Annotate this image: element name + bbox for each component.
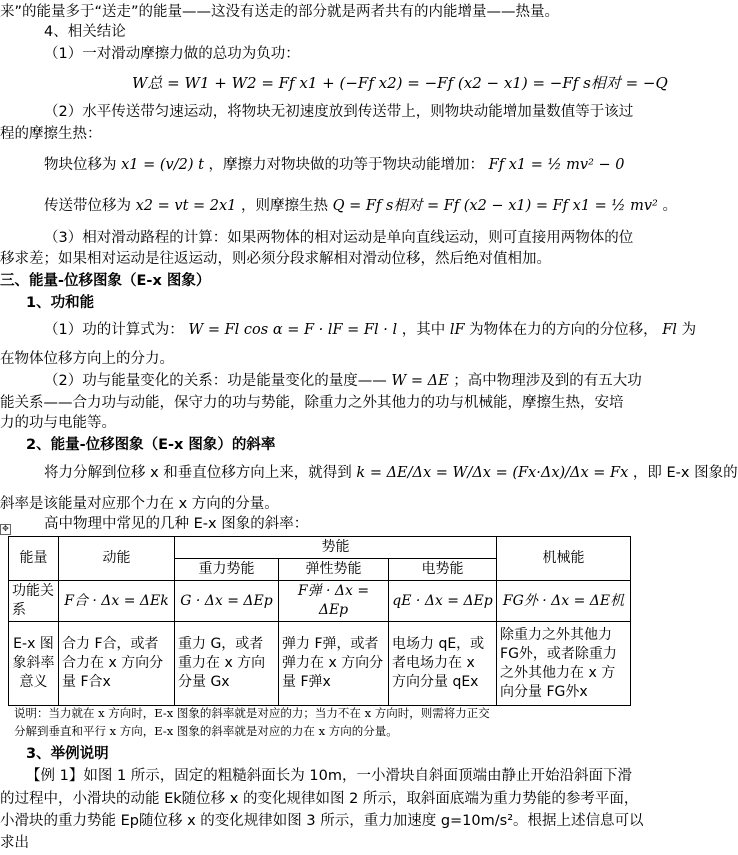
para-line: 斜率是该能量对应那个力在 x 方向的分量。 (0, 496, 279, 512)
para-line: 在物体位移方向上的分力。 (0, 351, 174, 367)
table-header-kinetic: 动能 (59, 537, 175, 581)
table-cell: FG外 · Δx = ΔE机 (497, 581, 631, 622)
symbol: lF (449, 322, 465, 338)
equation-inline: W = ΔE (391, 373, 449, 389)
table-header-gravity: 重力势能 (175, 559, 279, 581)
table-row-label: E-x 图象斜率意义 (9, 622, 59, 706)
example-line: 【例 1】如图 1 所示，固定的粗糙斜面长为 10m，一小滑块自斜面顶端由静止开始沿斜面下滑 (26, 768, 632, 784)
equation-inline: W = Fl cos α = F · lF = Fl · l (188, 322, 398, 338)
para-line: （1）一对滑动摩擦力做的总功为负功： (44, 46, 300, 62)
table-row (9, 537, 631, 559)
para-line: （2）水平传送带匀速运动，将物块无初速度放到传送带上，则物块动能增加量数值等于该过 (44, 104, 634, 120)
table-row (9, 622, 631, 706)
table-header-energy: 能量 (9, 537, 59, 581)
para-line: 来”的能量多于“送走”的能量——这没有送走的部分就是两者共有的内能增量——热量。 (0, 4, 560, 20)
text-span: 为 (681, 322, 697, 338)
example-line: 求出 (0, 835, 29, 851)
section-heading: 4、相关结论 (44, 24, 126, 40)
table-header-elastic: 弹性势能 (279, 559, 389, 581)
text-span: ，则摩擦生热 (241, 198, 329, 214)
table-cell: 弹力 F弹，或者弹力在 x 方向分量 F弹x (279, 622, 389, 706)
para-line: 力的功与电能等。 (0, 415, 116, 431)
text-span: ，摩擦力对物块做的功等于物块动能增加： (208, 157, 485, 173)
equation-inline: x2 = vt = 2x1 (135, 198, 237, 214)
table-header-mechanical: 机械能 (497, 537, 631, 581)
text-span: 。 (662, 198, 677, 214)
subsection-title: 3、举例说明 (26, 746, 109, 762)
table-header-potential: 势能 (175, 537, 497, 559)
table-row (9, 581, 631, 622)
table-cell: 除重力之外其他力 FG外，或者除重力之外其他力在 x 方向分量 FG外x (497, 622, 631, 706)
para-line: （3）相对滑动路程的计算：如果两物体的相对运动是单向直线运动，则可直接用两物体的位 (44, 230, 634, 246)
ex-slope-table (8, 536, 631, 706)
table-move-handle[interactable]: ✥ (0, 524, 11, 535)
subsection-title: 1、功和能 (26, 295, 95, 311)
example-line: 的过程中，小滑块的动能 Ek随位移 x 的变化规律如图 2 所示，取斜面底端为重力势能的参考平面， (0, 791, 639, 807)
table-cell: 重力 G，或者重力在 x 方向分量 Gx (175, 622, 279, 706)
belt-displacement-line (44, 196, 677, 216)
note-line: 分解到垂直和平行 x 方向，E-x 图象的斜率就是对应的力在 x 方向的分量。 (14, 724, 398, 738)
table-cell: F弹 · Δx = ΔEp (279, 581, 389, 622)
para-line: 移求差；如果相对运动是往返运动，则必须分段求解相对滑动位移，然后绝对值相加。 (0, 251, 551, 267)
text-span: （1）功的计算式为： (44, 322, 184, 338)
equation-total-work: W总 = W1 + W2 = Ff x1 + (−Ff x2) = −Ff (x2 − x1) = −Ff s相对 = −Q (132, 74, 668, 92)
work-formula-line (44, 320, 696, 340)
text-span: ，即 E-x 图象的 (632, 465, 738, 481)
para-line: 程的摩擦生热： (0, 126, 102, 142)
equation-inline: x1 = (v/2) t (121, 157, 204, 173)
example-line: 小滑块的重力势能 Ep随位移 x 的变化规律如图 3 所示，重力加速度 g=10m/s²。根据上述信息可以 (0, 813, 644, 829)
slope-line (44, 463, 738, 483)
section-title: 三、能量-位移图象（E-x 图象） (0, 273, 211, 289)
table-row-label: 功能关系 (9, 581, 59, 622)
table-cell: 合力 F合，或者合力在 x 方向分量 F合x (59, 622, 175, 706)
text-span: ；高中物理涉及到的有五大功 (453, 373, 642, 389)
subsection-title: 2、能量-位移图象（E-x 图象）的斜率 (26, 437, 276, 453)
work-energy-line (44, 371, 642, 391)
table-cell: qE · Δx = ΔEp (389, 581, 497, 622)
text-span: 将力分解到位移 x 和垂直位移方向上来，就得到 (44, 465, 352, 481)
table-cell: F合 · Δx = ΔEk (59, 581, 175, 622)
text-span: 为物体在力的方向的分位移， (469, 322, 658, 338)
table-header-electric: 电势能 (389, 559, 497, 581)
text-span: （2）功与能量变化的关系：功是能量变化的量度—— (44, 373, 387, 389)
equation-slope: k = ΔE/Δx = W/Δx = (Fx·Δx)/Δx = Fx (356, 465, 629, 481)
table-cell: 电场力 qE，或者电场力在 x 方向分量 qEx (389, 622, 497, 706)
para-line: 高中物理中常见的几种 E-x 图象的斜率： (44, 516, 309, 532)
equation-inline: Q = Ff s相对 = Ff (x2 − x1) = Ff x1 = ½ mv² (332, 198, 658, 214)
equation-inline: Ff x1 = ½ mv² − 0 (488, 157, 625, 173)
text-span: 传送带位移为 (44, 198, 131, 214)
para-line: 能关系——合力功与动能，保守力的功与势能，除重力之外其他力的功与机械能，摩擦生热，安培 (0, 395, 624, 411)
text-span: ，其中 (401, 322, 446, 338)
text-span: 物块位移为 (44, 157, 117, 173)
table-cell: G · Δx = ΔEp (175, 581, 279, 622)
symbol: Fl (662, 322, 677, 338)
note-line: 说明：当力就在 x 方向时，E-x 图象的斜率就是对应的力；当力不在 x 方向时，则需将力正交 (14, 706, 490, 720)
block-displacement-line (44, 155, 624, 175)
